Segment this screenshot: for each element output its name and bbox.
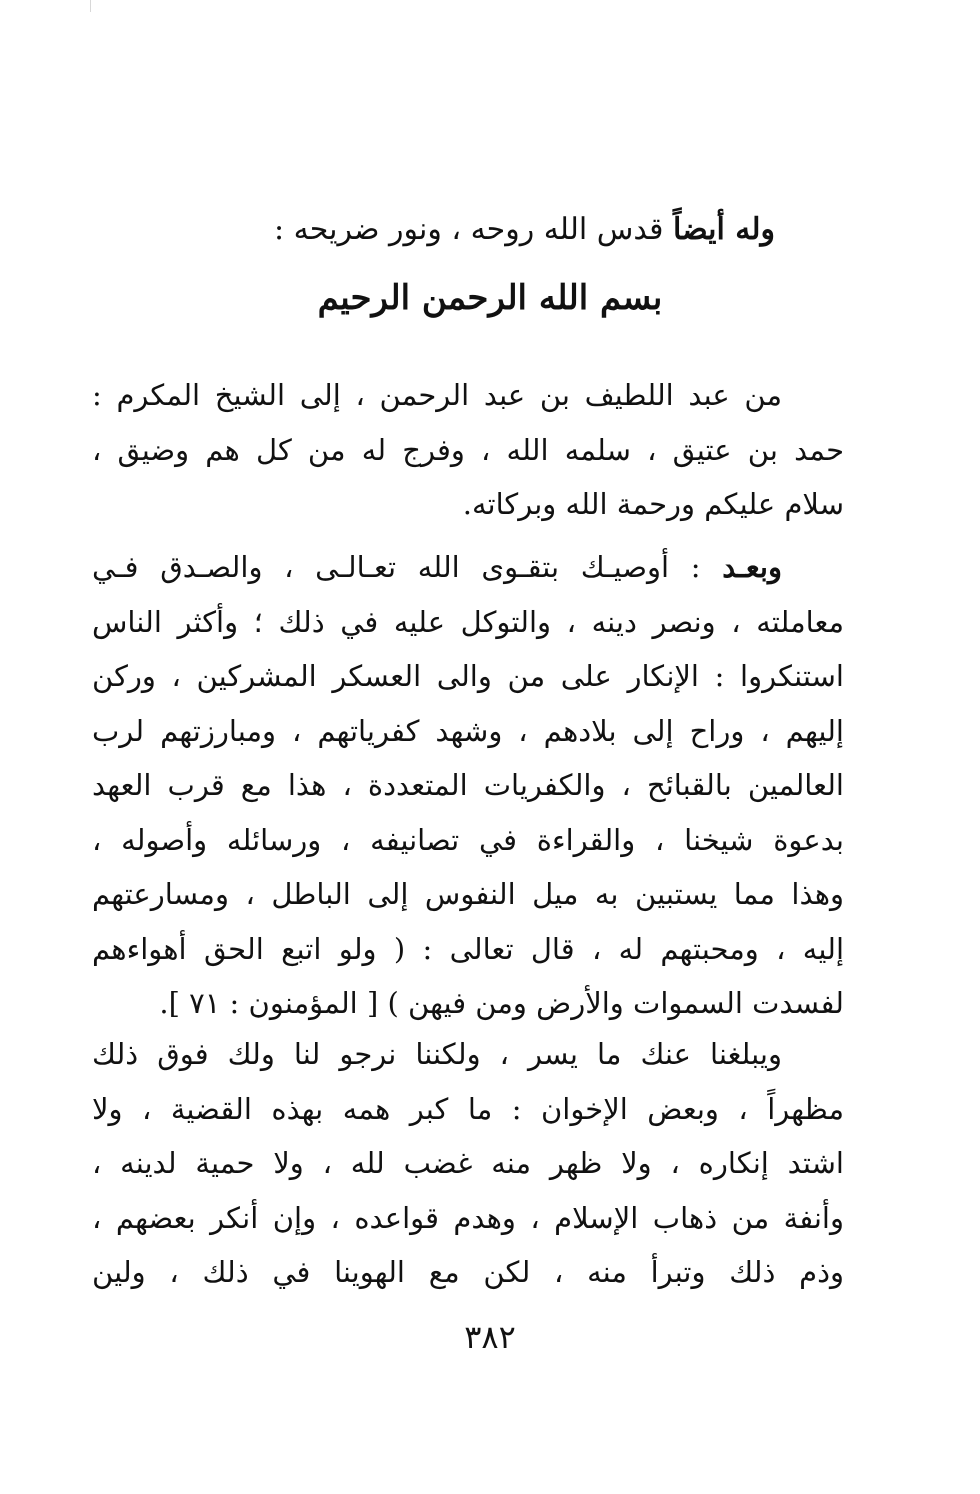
basmala-calligraphy: بسم الله الرحمن الرحيم — [317, 278, 663, 318]
text-line: لفسدت السموات والأرض ومن فيهن ) [ المؤمنون : ٧١ ]. — [159, 986, 844, 1020]
heading-bold: وله أيضاً — [673, 212, 775, 247]
text-line: استنكروا : الإنكار على من والى العسكر المشركين ، وركن — [92, 659, 844, 693]
text-line: اشتد إنكاره ، ولا ظهر منه غضب لله ، ولا حمية لدينه ، — [92, 1146, 844, 1180]
paragraph-advice — [92, 540, 844, 1031]
paragraph-salutation — [92, 368, 844, 532]
text-line: وذم ذلك وتبرأ منه ، لكن مع الهوينا في ذلك ، ولين — [92, 1255, 844, 1289]
text-line: وأنفة من ذهاب الإسلام ، وهدم قواعده ، وإن أنكر بعضهم ، — [92, 1200, 844, 1235]
text-line: حمد بن عتيق ، سلمه الله ، وفرج له من كل هم وضيق ، — [92, 432, 844, 467]
text-line: من عبد اللطيف بن عبد الرحمن ، إلى الشيخ المكرم : — [92, 378, 782, 412]
text-line: وهذا مما يستبين به ميل النفوس إلى الباطل ، ومسارعتهم — [92, 877, 844, 911]
section-heading — [175, 205, 775, 255]
text-line: مظهراً ، وبعض الإخوان : ما كبر همه بهذه القضية ، ولا — [92, 1091, 844, 1126]
text-line-rest: : أوصيـك بتقـوى الله تعـالـى ، والصـدق فـي — [92, 550, 723, 584]
text-line — [92, 540, 844, 595]
text-line: سلام عليكم ورحمة الله وبركاته. — [462, 487, 844, 521]
text-line: ويبلغنا عنك ما يسر ، ولكننا نرجو لنا ولك فوق ذلك — [92, 1037, 782, 1071]
text-line: معاملته ، ونصر دينه ، والتوكل عليه في ذلك ؛ وأكثر الناس — [92, 604, 844, 639]
text-line: بدعوة شيخنا ، والقراءة في تصانيفه ، ورسائله وأصوله ، — [92, 822, 844, 857]
page-number: ٣٨٢ — [464, 1318, 516, 1356]
text-line: العالمين بالقبائح ، والكفريات المتعددة ، هذا مع قرب العهد — [92, 768, 844, 802]
text-line: إليهم ، وراح إلى بلادهم ، وشهد كفرياتهم ، ومبارزتهم لرب — [92, 713, 844, 748]
paragraph-lead-word: وبعـد — [722, 550, 782, 584]
text-line: إليه ، ومحبتهم له ، قال تعالى : ( ولو اتبع الحق أهواءهم — [92, 931, 844, 966]
scan-edge-mark — [90, 0, 91, 12]
heading-rest: قدس الله روحه ، ونور ضريحه : — [274, 212, 673, 247]
paragraph-news — [92, 1027, 844, 1300]
